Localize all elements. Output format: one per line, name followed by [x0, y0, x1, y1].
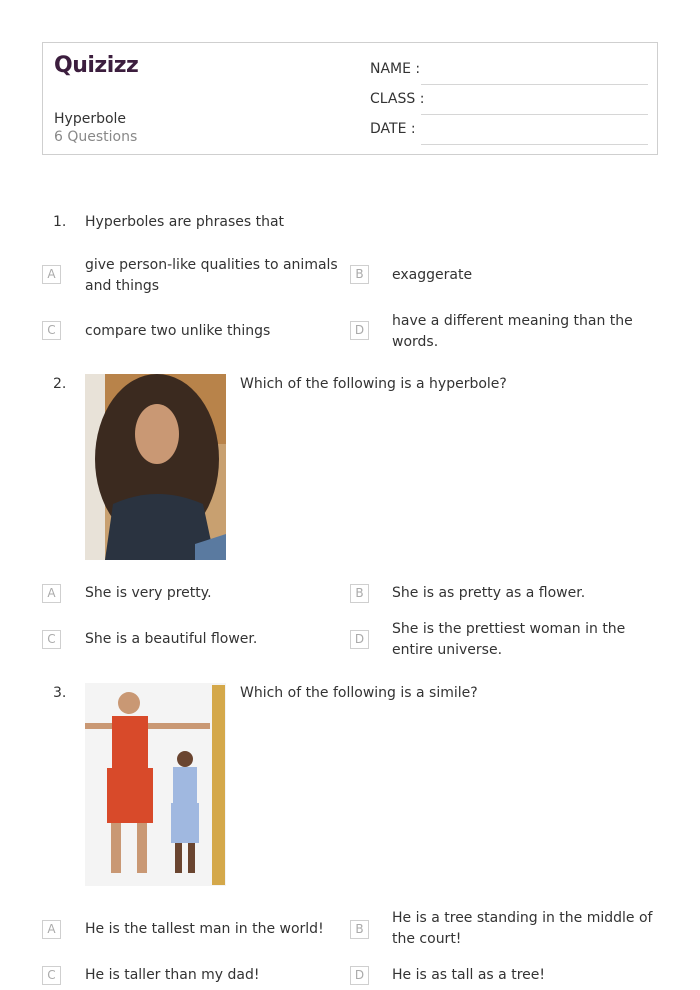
date-label: DATE :: [370, 121, 416, 137]
question-text: Hyperboles are phrases that: [85, 214, 285, 230]
option-c-text: compare two unlike things: [85, 323, 271, 339]
worksheet-title: Hyperbole: [54, 111, 127, 127]
option-d-box[interactable]: D: [350, 321, 369, 340]
option-a-text: give person-like qualities to animals and things: [85, 257, 338, 294]
option-c-box[interactable]: C: [42, 630, 61, 649]
option-d-text: He is as tall as a tree!: [392, 967, 545, 983]
question-text: Which of the following is a simile?: [240, 685, 478, 701]
question-image-curly-hair-woman: [85, 374, 226, 560]
option-b-box[interactable]: B: [350, 920, 369, 939]
option-b-box[interactable]: B: [350, 265, 369, 284]
option-c-box[interactable]: C: [42, 966, 61, 985]
option-c-text: She is a beautiful flower.: [85, 631, 258, 647]
option-b-text: She is as pretty as a flower.: [392, 585, 586, 601]
name-label: NAME :: [370, 61, 421, 77]
option-d-box[interactable]: D: [350, 966, 369, 985]
question-text: Which of the following is a hyperbole?: [240, 376, 507, 392]
option-b-text: exaggerate: [392, 267, 473, 283]
question-number: 2.: [53, 376, 67, 392]
name-line[interactable]: [421, 84, 648, 85]
option-a-box[interactable]: A: [42, 265, 61, 284]
quizizz-logo: Quizizz: [54, 53, 139, 78]
option-a-box[interactable]: A: [42, 584, 61, 603]
class-line[interactable]: [421, 114, 648, 115]
option-b-text: He is a tree standing in the middle of the court!: [392, 910, 653, 947]
date-line[interactable]: [421, 144, 648, 145]
question-number: 3.: [53, 685, 67, 701]
question-image-basketball-players: [85, 683, 226, 886]
question-count: 6 Questions: [54, 129, 138, 145]
option-c-box[interactable]: C: [42, 321, 61, 340]
name-field[interactable]: [370, 61, 648, 83]
class-label: CLASS :: [370, 91, 425, 107]
option-c-text: He is taller than my dad!: [85, 967, 260, 983]
option-d-text: have a different meaning than the words.: [392, 313, 633, 350]
question-number: 1.: [53, 214, 67, 230]
option-a-text: He is the tallest man in the world!: [85, 921, 324, 937]
date-field[interactable]: [370, 121, 648, 143]
option-d-text: She is the prettiest woman in the entire universe.: [392, 621, 626, 658]
option-a-box[interactable]: A: [42, 920, 61, 939]
class-field[interactable]: [370, 91, 648, 113]
option-a-text: She is very pretty.: [85, 585, 212, 601]
worksheet-header: [42, 42, 658, 155]
option-d-box[interactable]: D: [350, 630, 369, 649]
option-b-box[interactable]: B: [350, 584, 369, 603]
